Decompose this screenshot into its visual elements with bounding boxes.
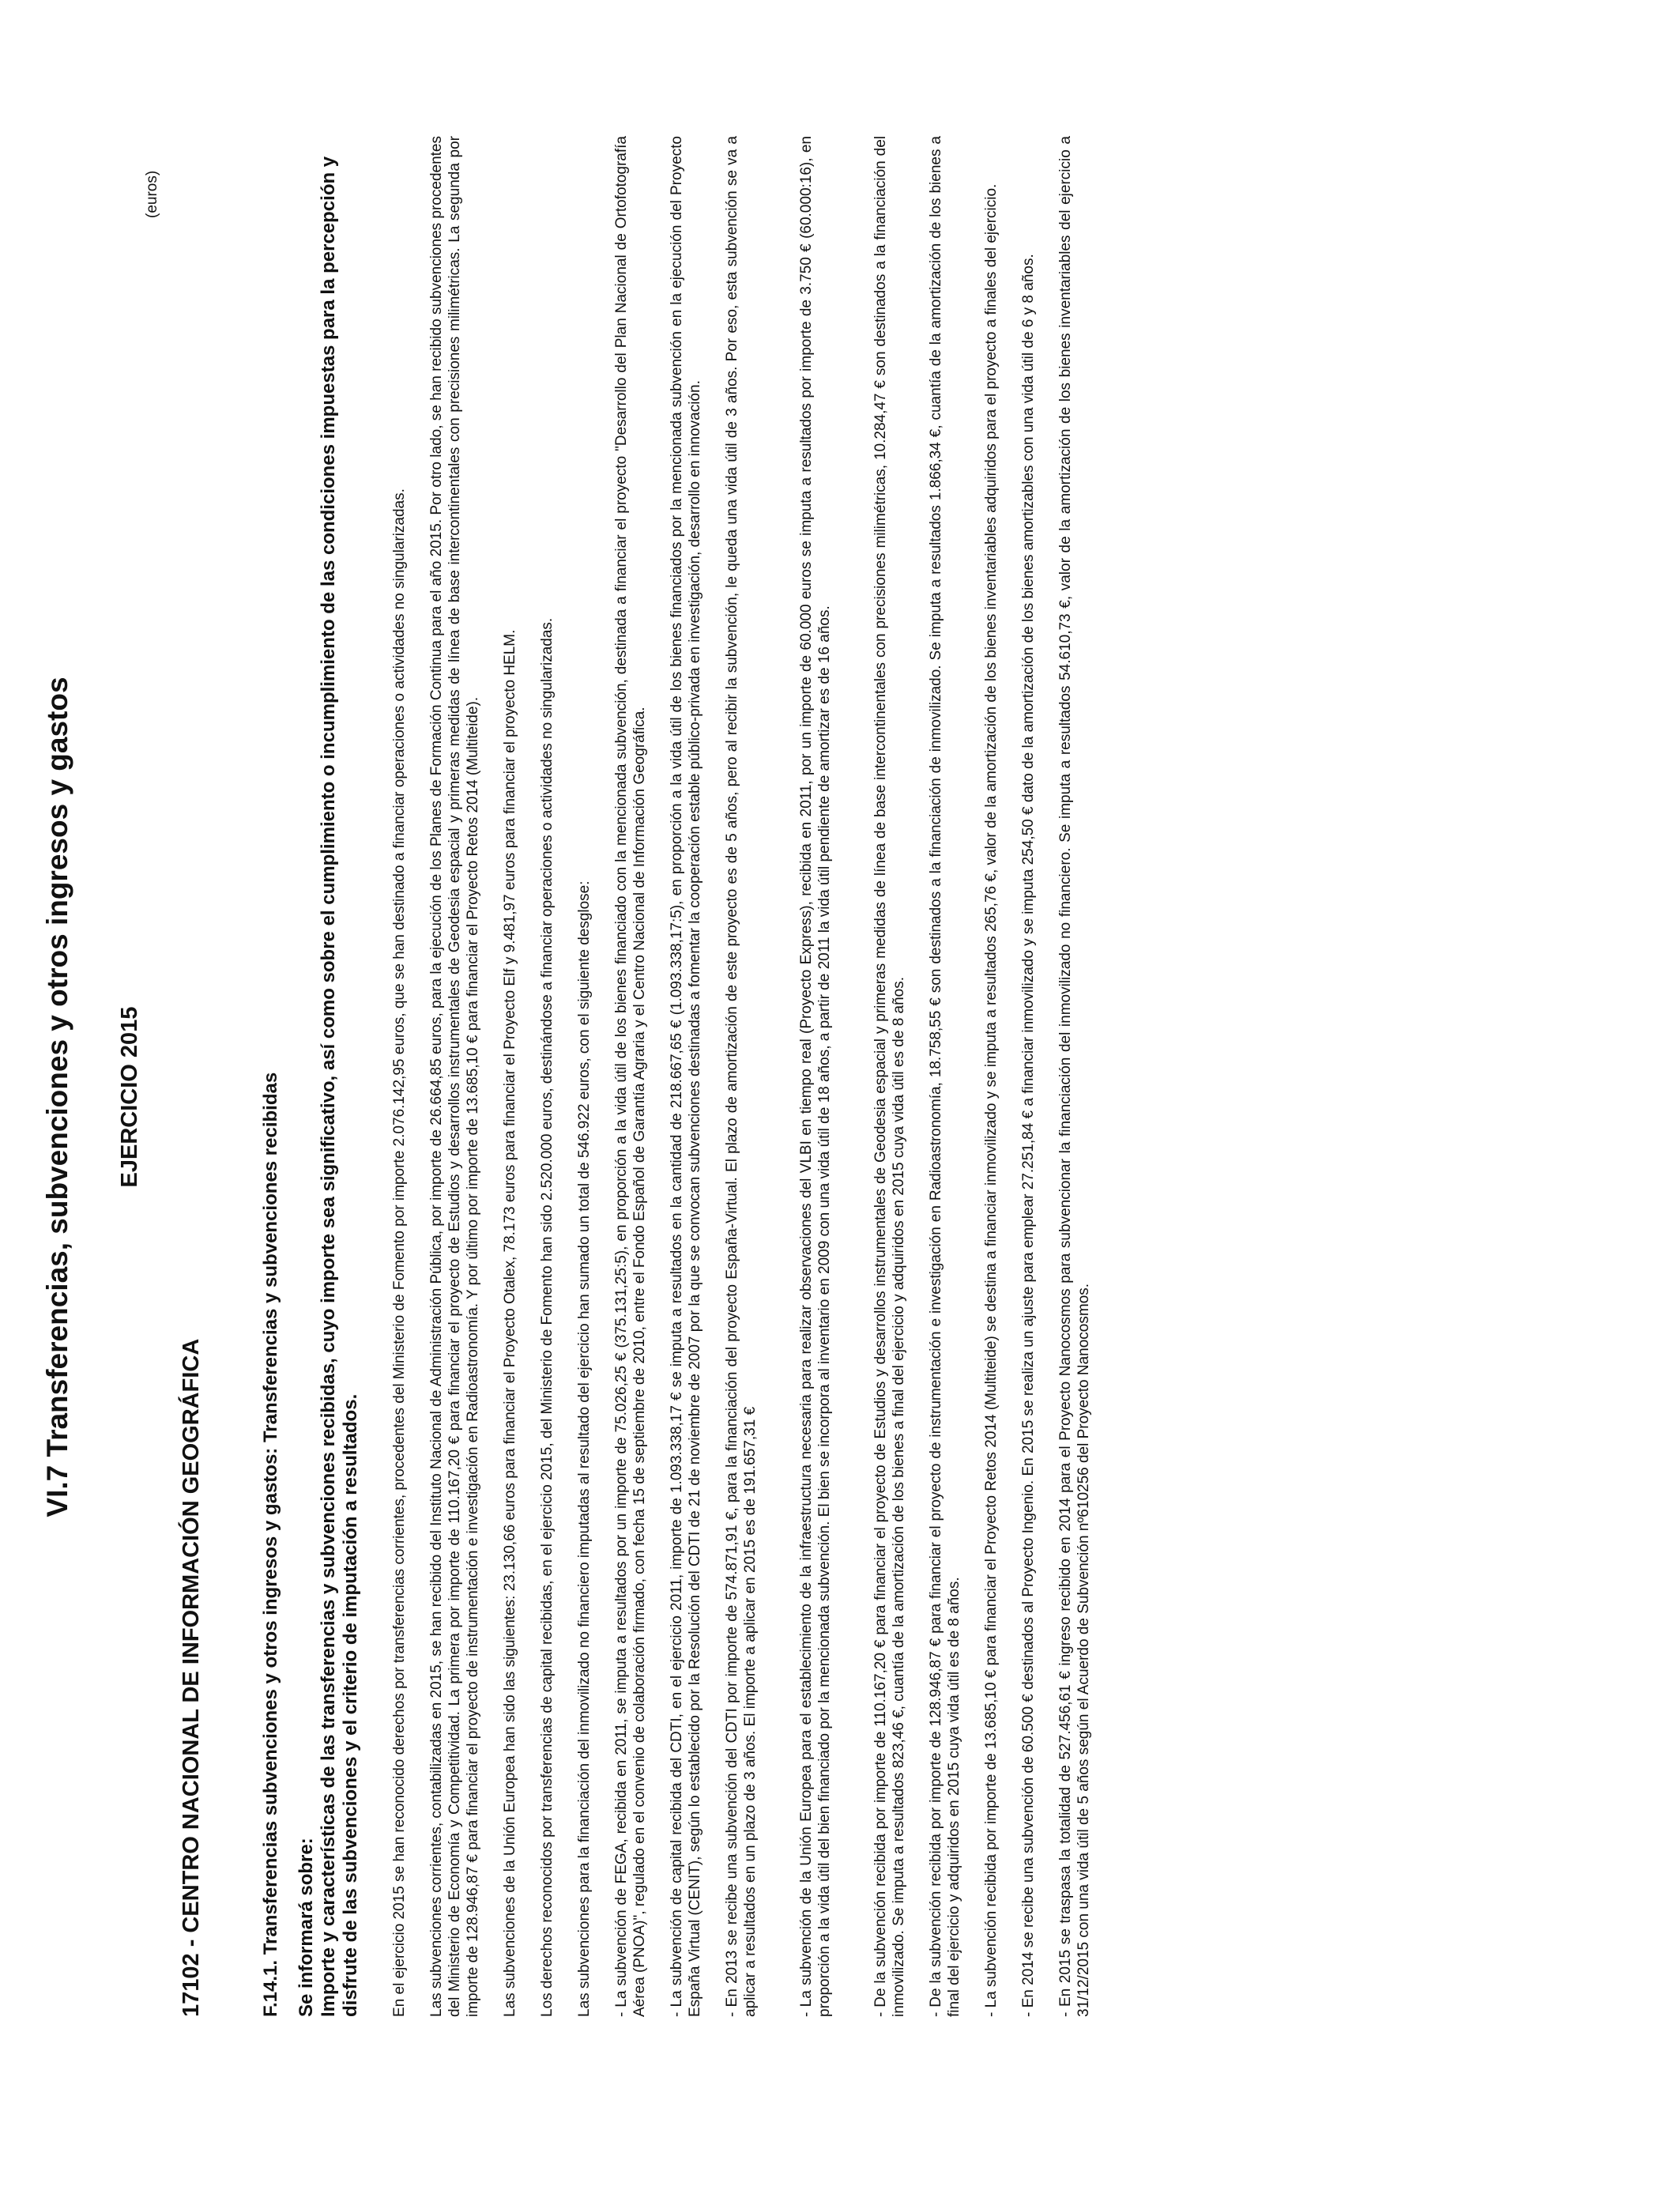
entity-heading: 17102 - CENTRO NACIONAL DE INFORMACIÓN GEOGRÁFICA [179,1338,204,2017]
currency-units-label: (euros) [144,170,160,218]
list-item-cdti-2013: - En 2013 se recibe una subvención del CDTI por importe de 574.871,91 €, para la financiación del proyecto España-Virtual. El plazo de amortización de este proyecto es de 5 años, pero al recibir la subvención, le queda una vida útil de 3 años. Por eso, esta subvención se va a aplicar a resultados en un plazo de 3 años. El importe a aplicar en 2015 es de 191.657,31 € [723,136,759,2017]
list-item-radioastronomia: - De la subvención recibida por importe de 128.946,87 € para financiar el proyecto de instrumentación e investigación en Radioastronomía, 18.758,55 € son destinados a la financiación de inmovilizado. Se imputa a resultados 1.866,34 €, cuantía de la amortización de los bienes a final del ejercicio y adquiridos en 2015 cuya vida útil es de 8 años. [927,136,962,2017]
list-item-multiteide: - La subvención recibida por importe de 13.685,10 € para financiar el Proyecto Retos 2014 (Multiteide) se destina a financiar inmovilizado y se imputa a resultados 265,76 €, valor de la amortización de los bienes inventariables adquiridos para el proyecto a finales del ejercicio. [982,183,1000,2017]
list-item-ingenio: - En 2014 se recibe una subvención de 60.500 € destinados al Proyecto Ingenio. En 2015 se realiza un ajuste para emplear 27.251,84 € a financiar inmovilizado y se imputa 254,50 € dato de la amortización de los bienes amortizables con una vida útil de 6 y 8 años. [1019,254,1037,2017]
paragraph-transferencias-capital: Los derechos reconocidos por transferencias de capital recibidas, en el ejercicio 2015, del Ministerio de Fomento han sido 2.520.000 euros, destinándose a financiar operaciones o actividades no singularizadas. [538,617,556,2017]
list-item-fega: - La subvención de FEGA, recibida en 2011, se imputa a resultados por un importe de 75.026,25 € (375.131,25:5), en proporción a la vida útil de los bienes financiado con la mencionada subvención, destinada a financiar el proyecto "Desarrollo del Plan Nacional de Ortofotografía Aérea (PNOA)", regulado en el convenio de colaboración firmado, con fecha 15 de septiembre de 2010, entre el Fondo Español de Garantía Agraria y el Centro Nacional de Información Geográfica. [612,136,648,2017]
paragraph-union-europea: Las subvenciones de la Unión Europea han sido las siguientes: 23.130,66 euros para financiar el Proyecto Otalex, 78.173 euros para financiar el Proyecto Elf y 9.481,97 euros para financiar el proyecto HELM. [501,629,518,2017]
paragraph-desglose-intro: Las subvenciones para la financiación del inmovilizado no financiero imputadas al resultado del ejercicio han sumado un total de 546.922 euros, con el siguiente desglose: [575,880,593,2017]
document-body [179,136,1112,2017]
list-item-nanocosmos: - En 2015 se traspasa la totalidad de 527.456,61 € ingreso recibido en 2014 para el Proyecto Nanocosmos para subvencionar la financiación del inmovilizado no financiero. Se imputa a resultados 54.610,73 €, valor de la amortización de los bienes inventariables del ejercicio a 31/12/2015 con una vida útil de 5 años según el Acuerdo de Subvención nº610256 del Proyecto Nanocosmos. [1057,136,1092,2017]
fiscal-year-heading: EJERCICIO 2015 [117,1006,142,1188]
list-item-cdti-2011: - La subvención de capital recibida del CDTI, en el ejercicio 2011, importe de 1.093.338,17 € se imputa a resultados en la cantidad de 218.667,65 € (1.093.338,17:5), en proporción a la vida útil de los bienes financiados por la mencionada subvención en la ejecución del Proyecto España Virtual (CENIT), según lo establecido por la Resolución del CDTI de 21 de noviembre de 2007 por la que se convocan subvenciones destinadas a fomentar la cooperación estable público-privada en investigación, desarrollo en innovación. [668,136,703,2017]
list-item-geodesia: - De la subvención recibida por importe de 110.167,20 € para financiar el proyecto de Estudios y desarrollos instrumentales de Geodesia espacial y primeras medidas de línea de base intercontinentales con precisiones milimétricas, 10.284,47 € son destinados a la financiación del inmovilizado. Se imputa a resultados 823,46 €, cuantía de la amortización de los bienes a final del ejercicio y adquiridos en 2015 cuya vida útil es de 8 años. [872,136,907,2017]
list-item-express: - La subvención de la Unión Europea para el establecimiento de la infraestructura necesaria para realizar observaciones del VLBI en tiempo real (Proyecto Express), recibida en 2011, por un importe de 60.000 euros se imputa a resultados por importe de 3.750 € (60.000:16), en proporción a la vida útil del bien financiado por la mencionada subvención. El bien se incorpora al inventario en 2009 con una vida útil de 18 años, a partir de 2011 la vida útil pendiente de amortizar es de 16 años. [797,136,833,2017]
paragraph-transferencias-corrientes: En el ejercicio 2015 se han reconocido derechos por transferencias corrientes, procedentes del Ministerio de Fomento por importe 2.076.142,95 euros, que se han destinado a financiar operaciones o actividades no singularizadas. [390,488,408,2017]
paragraph-subvenciones-corrientes: Las subvenciones corrientes, contabilizadas en 2015, se han recibido del Instituto Nacional de Administración Pública, por importe de 26.664,85 euros, para la ejecución de los Planes de Formación Continua para el año 2015. Por otro lado, se han recibido subvenciones procedentes del Ministerio de Economía y Competitividad. La primera por importe de 110.167,20 € para financiar el proyecto de Estudios y desarrollos instrumentales de Geodesia espacial y primeras medidas de línea de base intercontinentales con precisiones milimétricas. La segunda por importe de 128.946,87 € para financiar el proyecto de instrumentación e investigación en Radioastronomía. Y por último por importe de 13.685,10 € para financiar el Proyecto Retos 2014 (Multiteide). [428,136,481,2017]
section-heading: F.14.1. Transferencias subvenciones y otros ingresos y gastos: Transferencias y subvenciones recibidas [260,1072,281,2017]
page-title: VI.7 Transferencias, subvenciones y otros ingresos y gastos [41,677,73,1517]
intro-label: Se informará sobre: [296,1838,317,2017]
intro-text: Importe y características de las transferencias y subvenciones recibidas, cuyo importe sea significativo, así como sobre el cumplimiento o incumplimiento de las condiciones impuestas para la percepción y disfrute de las subvenciones y el criterio de imputación a resultados. [318,156,362,2017]
